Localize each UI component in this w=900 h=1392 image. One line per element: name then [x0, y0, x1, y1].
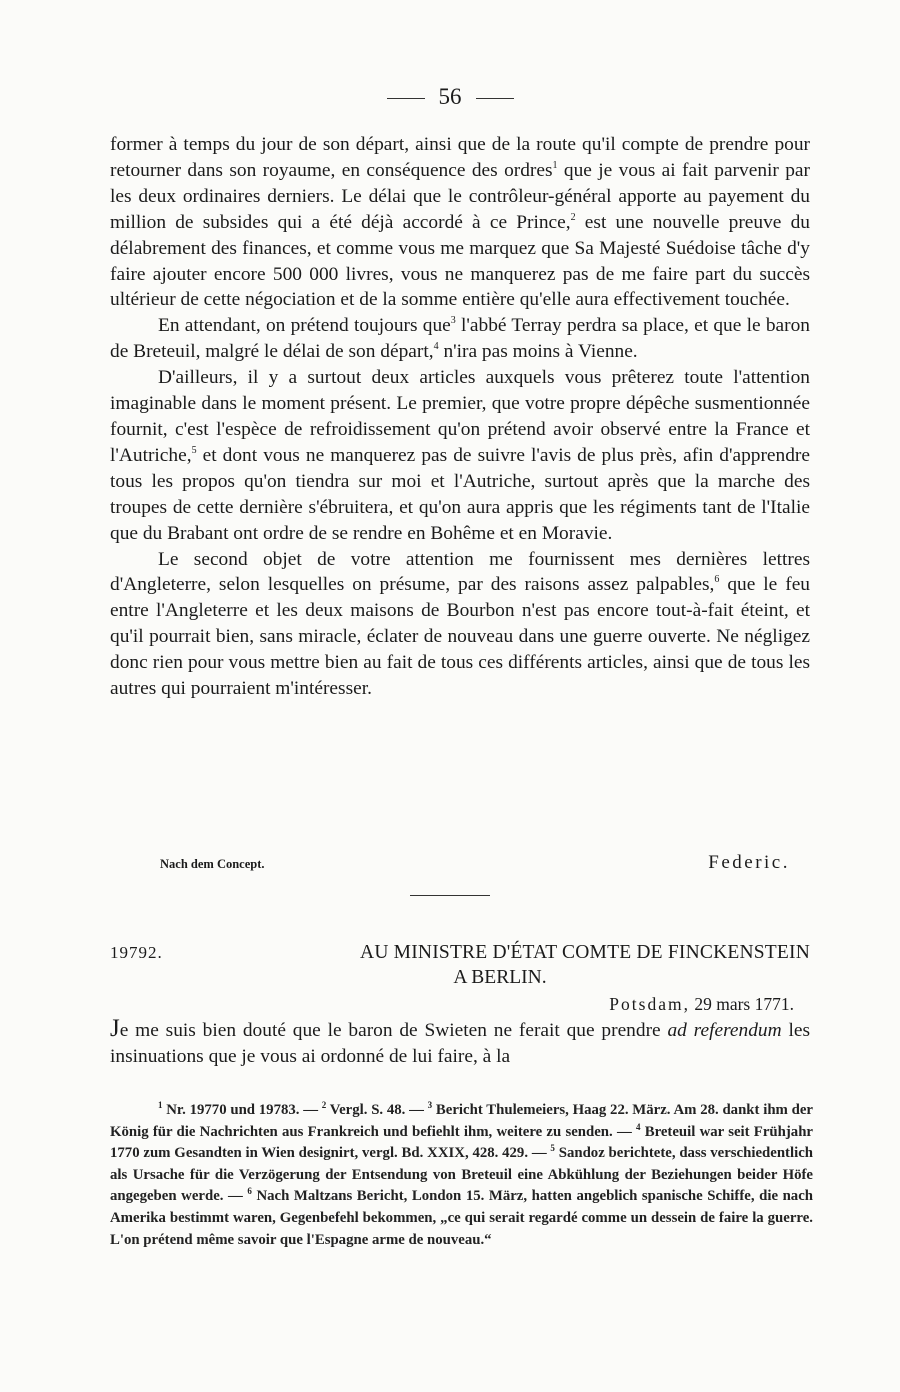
letter-title: AU MINISTRE D'ÉTAT COMTE DE FINCKENSTEIN: [360, 942, 810, 963]
source-note: Nach dem Concept.: [160, 857, 265, 871]
letter-heading: [110, 940, 810, 1015]
paragraph: En attendant, on prétend toujours que$^3$ l'abbé Terray perdra sa place, et que le baron de Breteuil, malgré le délai de son départ,$^4$ n'ira pas moins à Vienne.: [110, 315, 810, 363]
footnote-marker: 1: [552, 159, 558, 171]
footnote-marker: 4: [635, 1121, 641, 1132]
letter-body-lead: e me suis bien douté que le baron de Swieten ne ferait que prendre: [119, 1020, 661, 1041]
letter-body-rest: les insinuations que je vous ai ordonné de lui faire, à la: [110, 1020, 810, 1067]
letter-body: [110, 1016, 810, 1070]
signature: Federic.: [708, 852, 790, 873]
signature-row: [110, 852, 810, 874]
footnote-marker: 5: [550, 1143, 555, 1154]
footnote-marker: 1: [158, 1100, 163, 1110]
letter-text-continued: [110, 132, 810, 702]
footnote-block: $^1$ Nr. 19770 und 19783. — $^2$ Vergl. S. 48. — $^3$ Bericht Thulemeiers, Haag 22. März. Am 28. dankt ihm der König für die Nachrichten aus Frankreich und befiehlt ihm, weitere zu senden. — $^4$ Breteuil war seit Frühjahr 1770 zum Gesandten in Wien designirt, vergl. Bd. XXIX, 428. 429. — $^5$ Sandoz berichtete, dass verschiedentlich als Ursache für die Verzögerung der Entsendung von Breteuil eine Abkühlung der Beziehungen beider Höfe angegeben werde. — $^6$ Nach Maltzans Bericht, London 15. März, hatten angeblich spanische Schiffe, die nach Amerika bestimmt waren, Gegenbefehl bekommen, „ce qui serait regardé comme un dessein de faire la guerre. L'on prétend même savoir que l'Espagne arme de nouveau.“: [110, 1100, 813, 1248]
initial-letter: J: [110, 1015, 120, 1042]
page-number: 56: [0, 84, 900, 110]
dateline-date: 29 mars 1771.: [694, 994, 794, 1014]
paragraph: former à temps du jour de son départ, ainsi que de la route qu'il compte de prendre pour retourner dans son royaume, en conséquence des ordres$^1$ que je vous ai fait parvenir par les deux ordinaires derniers. Le délai que le contrôleur-général apporte au payement du million de subsides qui a été déjà accordé à ce Prince,$^2$ est une nouvelle preuve du délabrement des finances, et comme vous me marquez que Sa Majesté Suédoise tâche d'y faire ajouter encore 500 000 livres, vous ne manquerez pas de me faire part du succès ultérieur de cette négociation et de la somme entière qu'elle aura effectivement touchée.: [110, 134, 810, 311]
footnote-marker: 5: [191, 444, 197, 456]
footnote-marker: 6: [714, 574, 720, 586]
paragraph: Le second objet de votre attention me fournissent mes dernières lettres d'Angleterre, selon lesquelles on présume, par des raisons assez palpables,$^6$ que le feu entre l'Angleterre et les deux maisons de Bourbon n'est pas encore tout-à-fait éteint, et qu'il pourrait bien, sans miracle, éclater de nouveau dans une guerre ouverte. Ne négligez donc rien pour vous mettre bien au fait de tous ces différents articles, ainsi que de tous les autres qui pourraient m'intéresser.: [110, 548, 811, 700]
footnote-marker: 6: [247, 1186, 252, 1197]
footnotes: [110, 1100, 813, 1251]
heading-line-1: [110, 940, 810, 965]
footnote-marker: 4: [433, 341, 439, 353]
letter-number: 19792.: [110, 943, 163, 962]
footnote-marker: 2: [570, 211, 576, 223]
dateline: [110, 994, 810, 1015]
letter-title-line-2: A BERLIN.: [453, 967, 547, 988]
section-divider: [410, 895, 490, 896]
dateline-place: Potsdam,: [609, 994, 690, 1014]
footnote-marker: 3: [427, 1100, 433, 1110]
latin-phrase: ad referendum: [667, 1020, 782, 1041]
footnote-marker: 2: [321, 1100, 327, 1110]
footnote-marker: 3: [450, 315, 456, 327]
paragraph: D'ailleurs, il y a surtout deux articles auxquels vous prêterez toute l'attention imaginable dans le moment présent. Le premier, que votre propre dépêche susmentionnée fournit, c'est l'espèce de refroidissement qu'on prétend avoir observé entre la France et l'Autriche,$^5$ et dont vous ne manquerez pas de suivre l'avis de plus près, afin d'apprendre tous les propos qu'on tiendra sur moi et l'Autriche, surtout après que la marche des troupes de cette dernière s'ébruitera, et qu'on aura appris que les régiments tant de l'Italie que du Brabant ont ordre de se rendre en Bohême et en Moravie.: [110, 367, 810, 544]
